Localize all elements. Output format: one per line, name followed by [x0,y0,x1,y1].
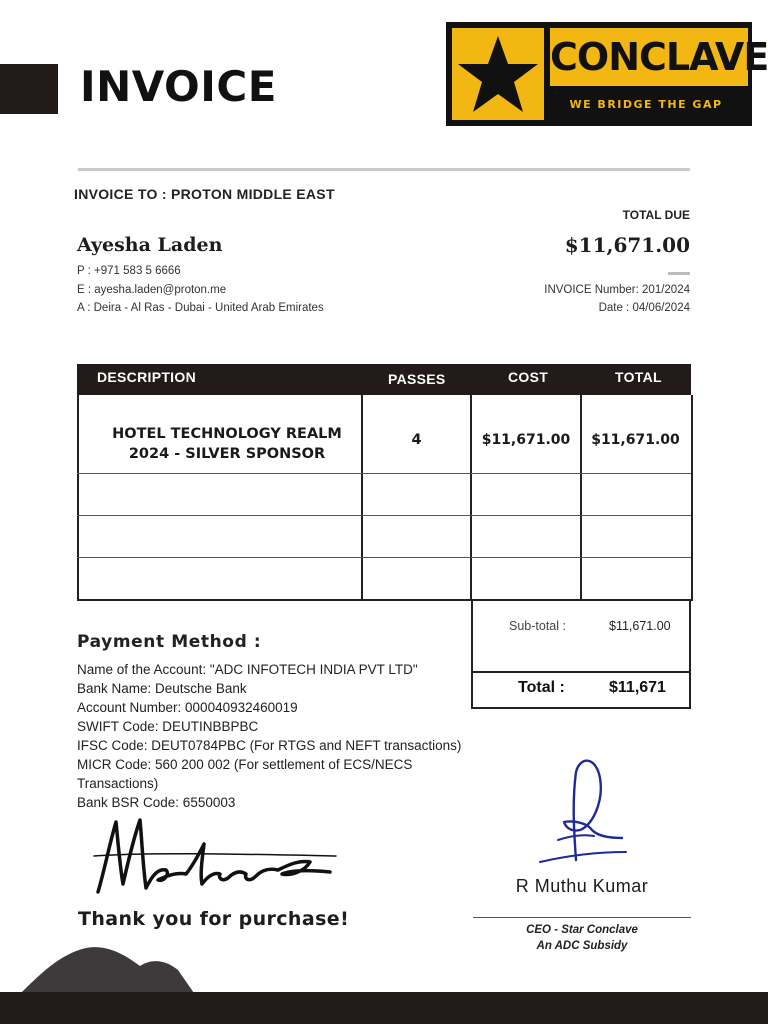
item-cost: $11,671.00 [481,432,571,448]
total-due-label: TOTAL DUE [622,208,690,222]
col-divider [580,395,582,599]
subtotal-value: $11,671.00 [609,619,671,633]
page-title: INVOICE [80,62,277,111]
row-divider [77,473,691,474]
row-divider [77,515,691,516]
col-divider [361,395,363,599]
customer-address: A : Deira - Al Ras - Dubai - United Arab Emirates [77,302,324,314]
signer-role-line2: An ADC Subsidy [536,940,628,952]
invoice-date: Date : 04/06/2024 [598,302,690,314]
signature-left [90,812,340,904]
invoice-number: INVOICE Number: 201/2024 [544,284,690,296]
invoice-to: INVOICE TO : PROTON MIDDLE EAST [74,186,335,202]
item-description-line1: HOTEL TECHNOLOGY REALM [112,426,342,442]
table-header [77,364,691,395]
total-due-amount: $11,671.00 [564,233,690,257]
header-total: TOTAL [615,369,662,385]
header-accent-block [0,64,58,114]
payment-account-number: Account Number: 000040932460019 [77,700,298,715]
payment-bsr: Bank BSR Code: 6550003 [77,795,236,810]
signer-name: R Muthu Kumar [515,876,649,896]
payment-account-name: Name of the Account: "ADC INFOTECH INDIA PVT LTD" [77,662,418,677]
payment-details [77,660,477,812]
customer-email: E : ayesha.laden@proton.me [77,284,227,296]
payment-ifsc: IFSC Code: DEUT0784PBC (For RTGS and NEFT transactions) [77,738,462,753]
col-divider [470,395,472,599]
item-total: $11,671.00 [591,432,680,448]
payment-bank-name: Bank Name: Deutsche Bank [77,681,247,696]
summary-divider [668,272,690,275]
signer-role [473,922,691,954]
customer-phone: P : +971 583 5 6666 [77,265,181,277]
payment-swift: SWIFT Code: DEUTINBBPBC [77,719,259,734]
totals-box [471,599,691,709]
header-passes: PASSES [388,371,446,387]
footer-bar [0,992,768,1024]
header-divider [78,168,690,171]
signer-role-line1: CEO - Star Conclave [526,924,638,936]
signature-right [536,752,628,870]
item-description-line2: 2024 - SILVER SPONSOR [128,446,326,462]
item-description [107,424,347,464]
star-icon [452,28,544,120]
subtotal-label: Sub-total : [509,619,566,633]
customer-name: Ayesha Laden [77,234,223,256]
logo-tagline: WE BRIDGE THE GAP [569,98,723,111]
footer-hill-shape [0,940,220,1000]
thank-you-text: Thank you for purchase! [78,908,350,930]
logo-star-box [452,28,544,120]
header-description: DESCRIPTION [97,369,196,385]
payment-method-title: Payment Method : [77,632,262,652]
signature-line [473,917,691,918]
row-divider [77,557,691,558]
total-label: Total : [518,679,565,696]
total-value: $11,671 [609,679,666,696]
header-cost: COST [508,369,549,385]
company-logo [446,22,768,126]
payment-micr: MICR Code: 560 200 002 (For settlement of ECS/NECS Transactions) [77,757,413,791]
logo-wordmark: CONCLAVE [550,28,748,86]
item-passes: 4 [411,432,422,448]
